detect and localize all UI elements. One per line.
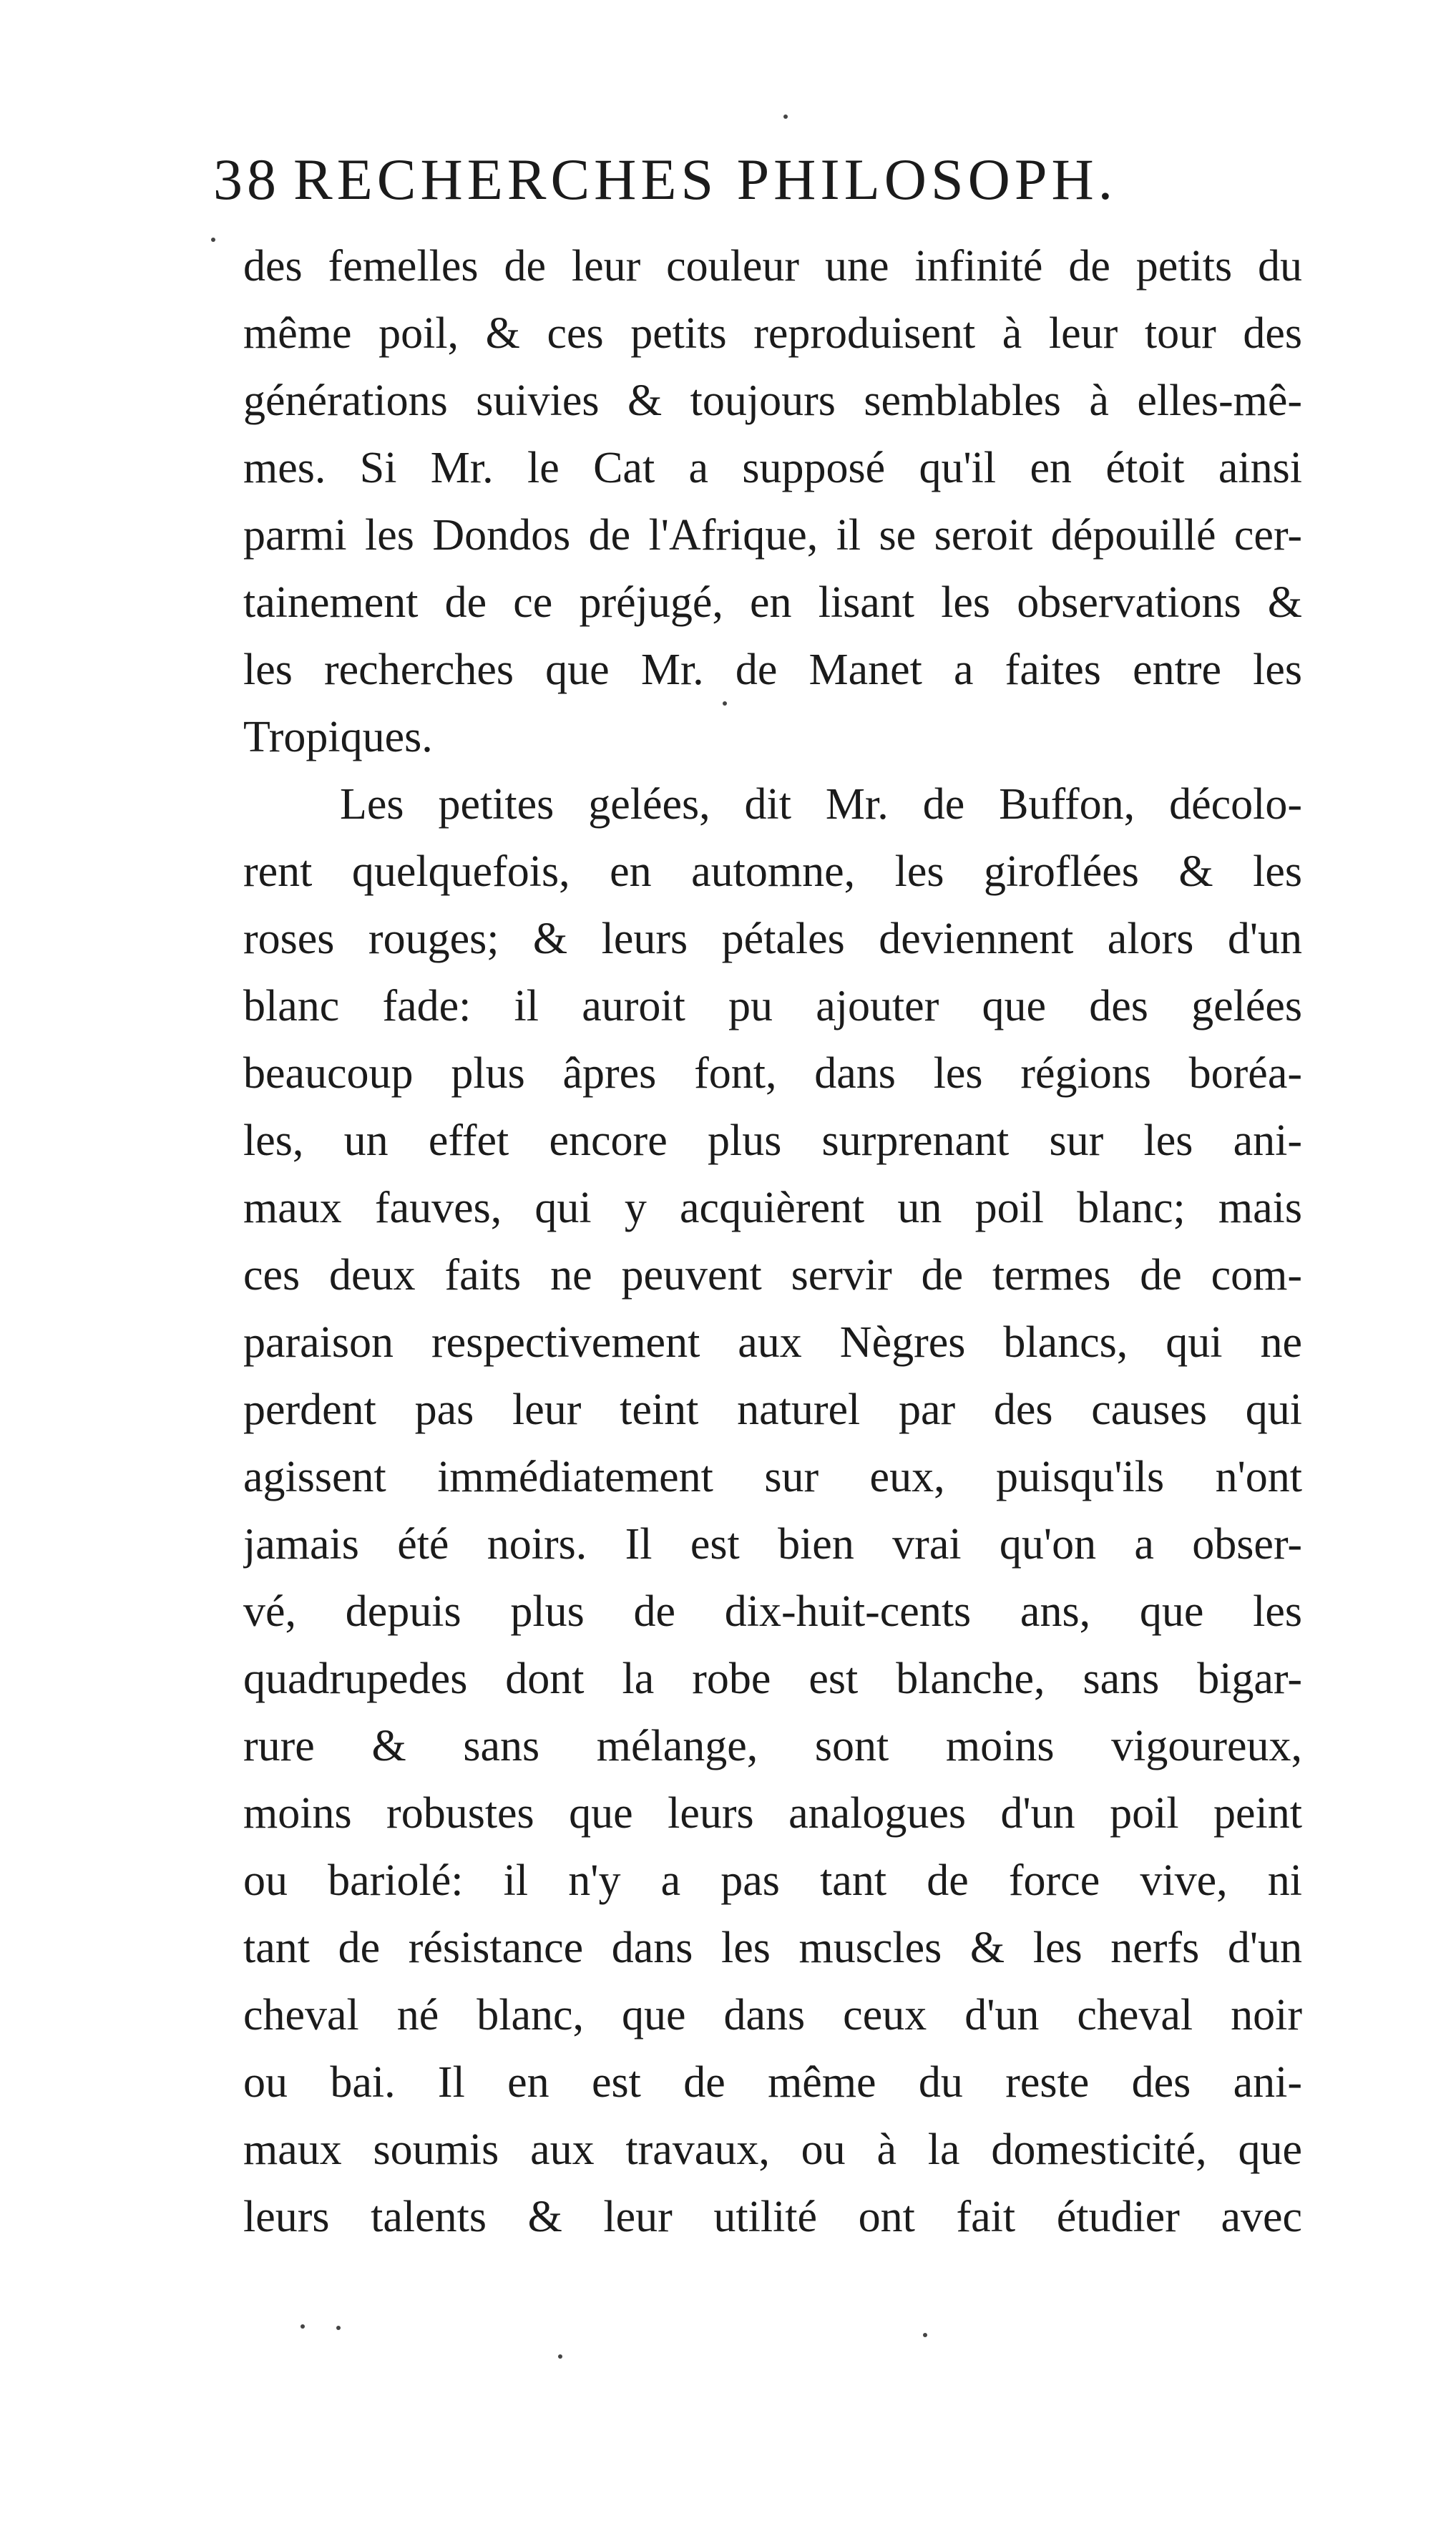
ink-speck (336, 2326, 341, 2330)
text-line: moins robustes que leurs analogues d'un poil peint (243, 1789, 1302, 1838)
text-line: rent quelquefois, en automne, les giroflées & les (243, 847, 1302, 896)
text-line: quadrupedes dont la robe est blanche, sans bigar- (243, 1654, 1302, 1703)
text-line: ou bariolé: il n'y a pas tant de force vive, ni (243, 1856, 1302, 1905)
text-line: les, un effet encore plus surprenant sur les ani- (243, 1116, 1302, 1165)
running-title: RECHERCHES PHILOSOPH. (293, 147, 1118, 212)
text-line: générations suivies & toujours semblables à elles-mê- (243, 376, 1302, 425)
text-line: ces deux faits ne peuvent servir de termes de com- (243, 1251, 1302, 1300)
text-line: roses rouges; & leurs pétales deviennent alors d'un (243, 915, 1302, 963)
ink-speck (211, 238, 215, 242)
page-number: 38 (213, 147, 280, 212)
ink-speck (301, 2324, 305, 2329)
text-line: cheval né blanc, que dans ceux d'un cheval noir (243, 1991, 1302, 2039)
ink-speck (923, 2333, 927, 2337)
text-line: tant de résistance dans les muscles & les nerfs d'un (243, 1924, 1302, 1972)
text-line: rure & sans mélange, sont moins vigoureux, (243, 1722, 1302, 1770)
page-header (213, 140, 1244, 219)
ink-speck (558, 2354, 562, 2359)
text-line: ou bai. Il en est de même du reste des ani- (243, 2058, 1302, 2107)
text-line: parmi les Dondos de l'Afrique, il se seroit dépouillé cer- (243, 511, 1302, 560)
text-line: leurs talents & leur utilité ont fait étudier avec (243, 2193, 1302, 2241)
ink-speck (783, 114, 788, 119)
text-line: les recherches que Mr. de Manet a faites entre les (243, 645, 1302, 694)
text-line: agissent immédiatement sur eux, puisqu'ils n'ont (243, 1453, 1302, 1501)
text-line: paraison respectivement aux Nègres blancs, qui ne (243, 1318, 1302, 1367)
paragraph-end-line: Tropiques. (243, 713, 433, 761)
text-line: blanc fade: il auroit pu ajouter que des gelées (243, 982, 1302, 1030)
text-line: jamais été noirs. Il est bien vrai qu'on a obser- (243, 1520, 1302, 1569)
text-line: maux soumis aux travaux, ou à la domesticité, que (243, 2125, 1302, 2174)
text-line: perdent pas leur teint naturel par des causes qui (243, 1385, 1302, 1434)
text-line: mes. Si Mr. le Cat a supposé qu'il en étoit ainsi (243, 444, 1302, 492)
text-line: tainement de ce préjugé, en lisant les observations & (243, 578, 1302, 627)
body-text (243, 233, 1302, 2251)
text-line: maux fauves, qui y acquièrent un poil blanc; mais (243, 1184, 1302, 1232)
paragraph-start-line: Les petites gelées, dit Mr. de Buffon, décolo- (340, 780, 1302, 829)
text-line: même poil, & ces petits reproduisent à leur tour des (243, 309, 1302, 358)
text-line: beaucoup plus âpres font, dans les régions boréa- (243, 1049, 1302, 1098)
text-line: des femelles de leur couleur une infinité de petits du (243, 242, 1302, 291)
text-line: vé, depuis plus de dix-huit-cents ans, que les (243, 1587, 1302, 1636)
ink-speck (723, 701, 727, 706)
